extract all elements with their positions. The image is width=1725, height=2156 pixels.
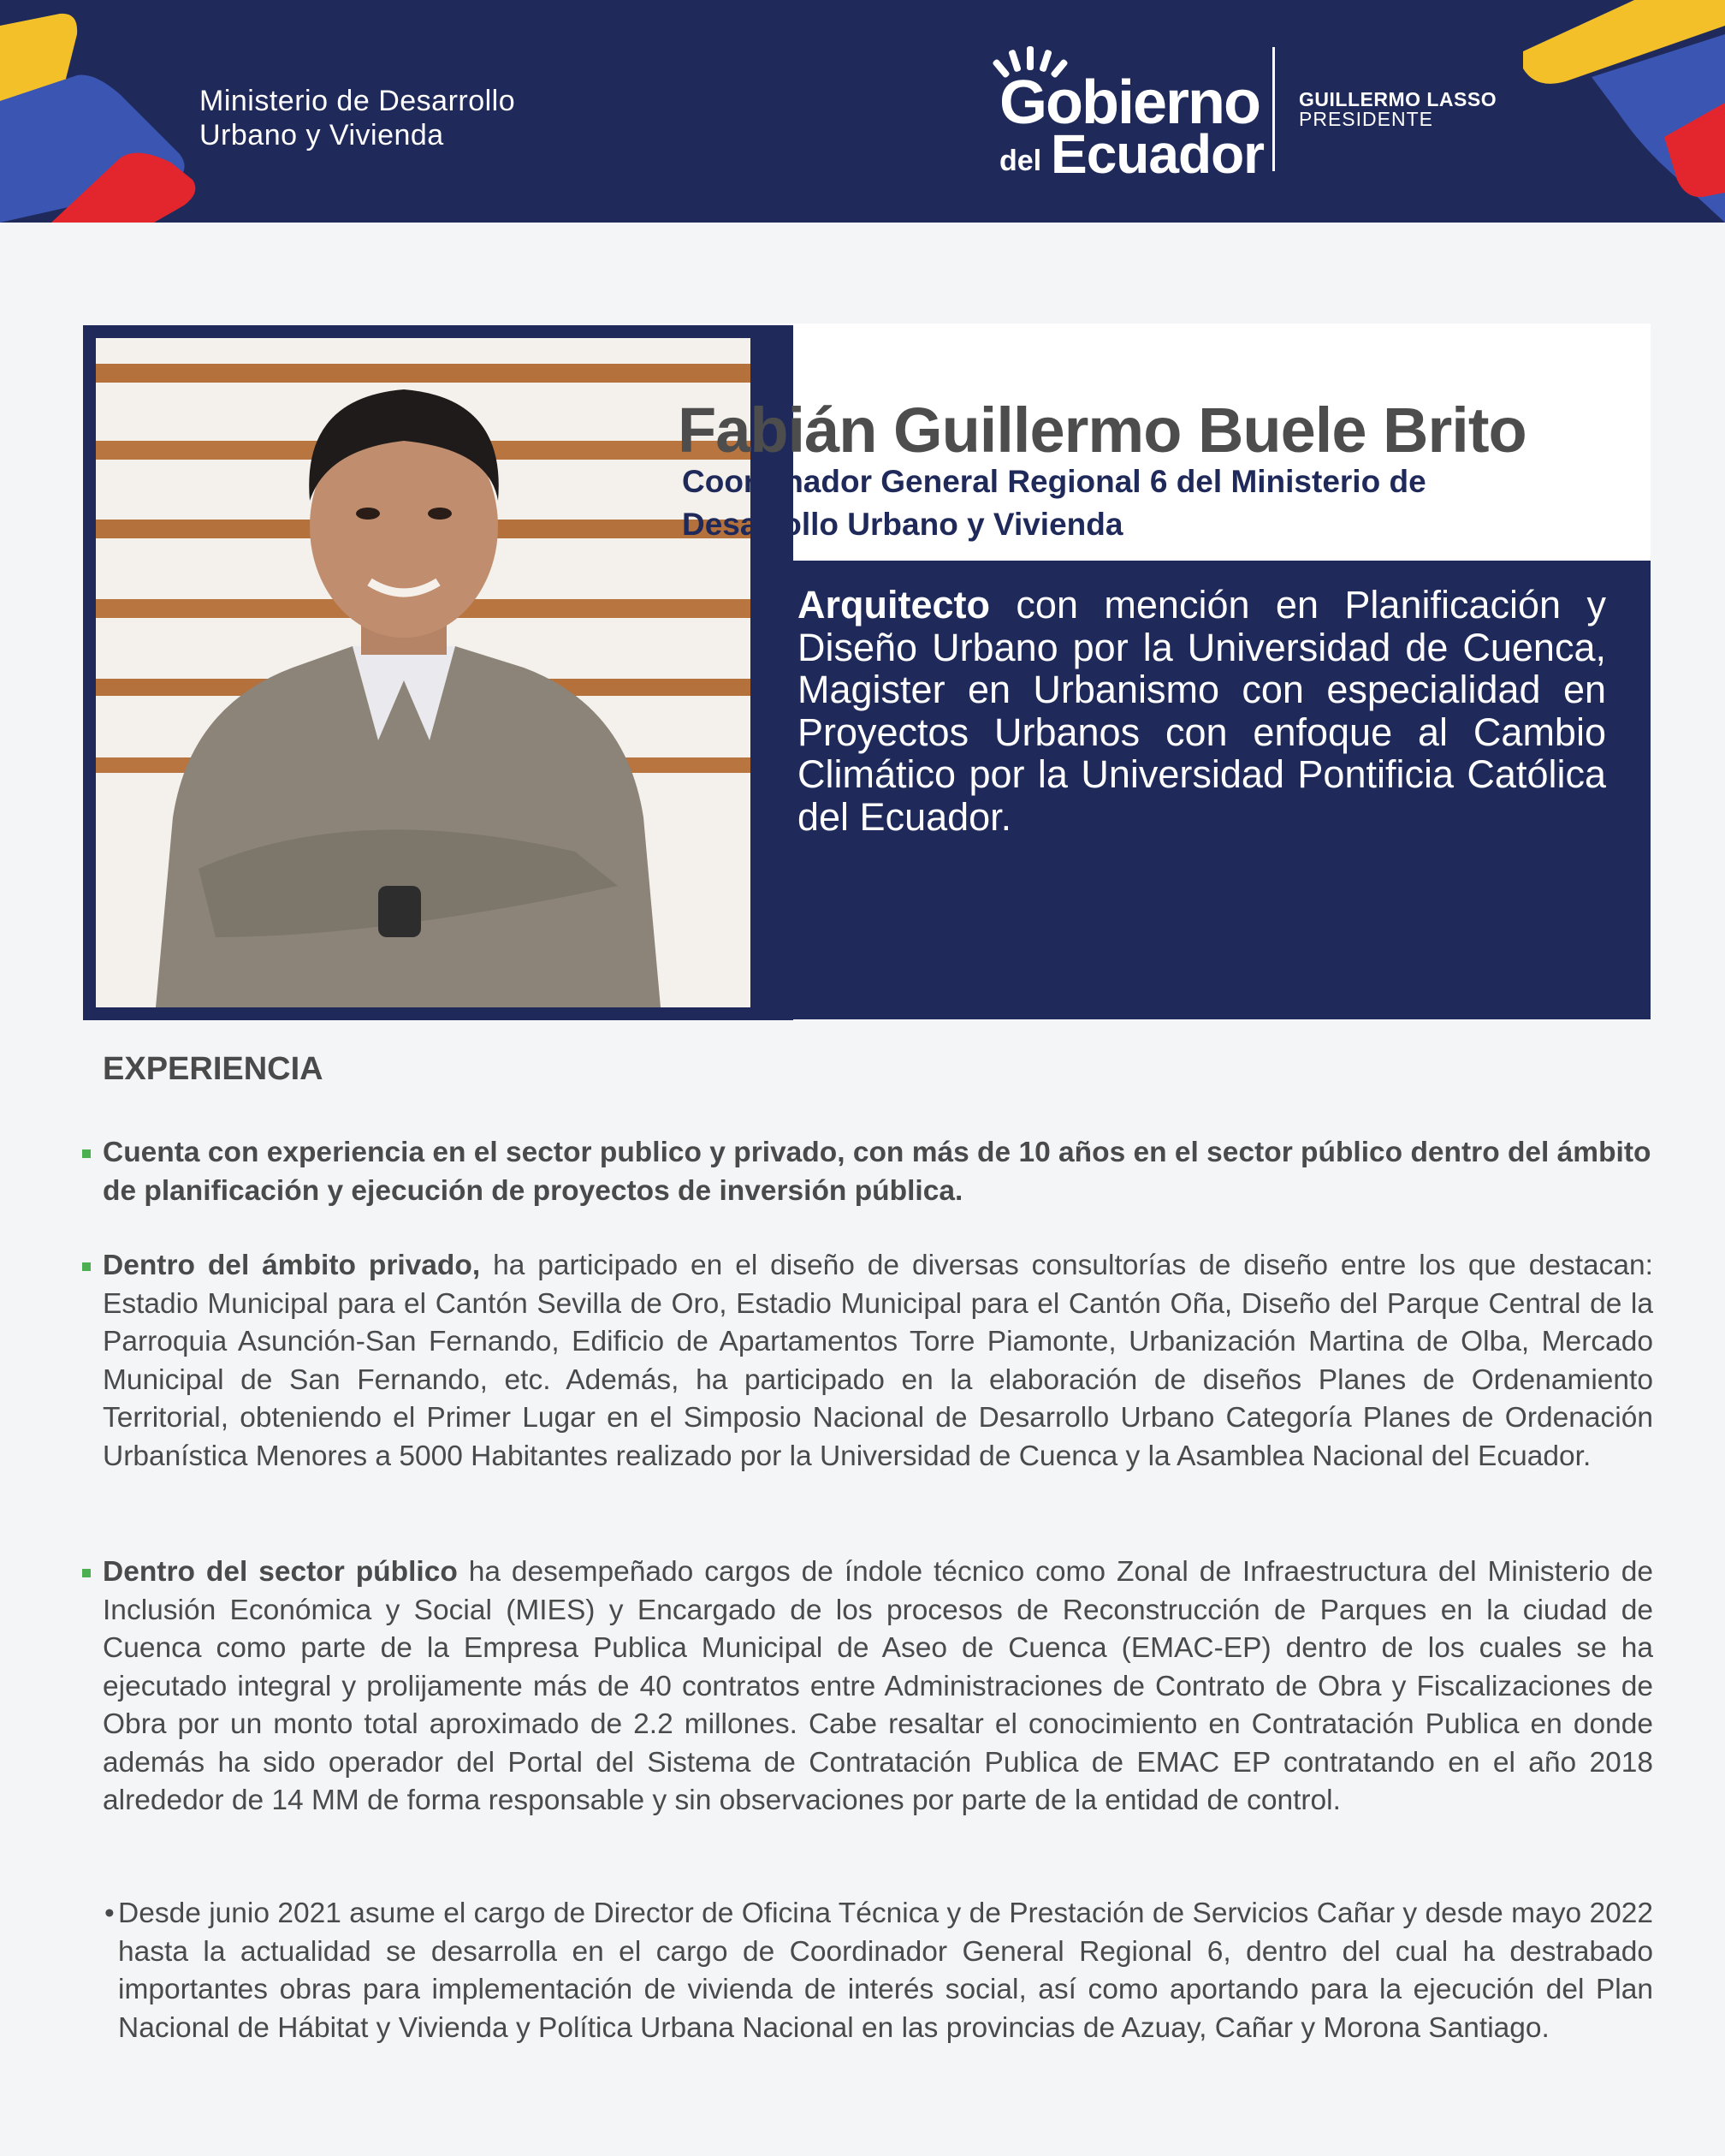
experience-item-2 bbox=[103, 1247, 1653, 1476]
experience-title: EXPERIENCIA bbox=[103, 1051, 323, 1087]
experience-item-1-text: Cuenta con experiencia en el sector publico y privado, con más de 10 años en el sector público dentro del ámbito de planificación y ejecución de proyectos de inversión pública. bbox=[103, 1137, 1651, 1207]
bullet-square-icon bbox=[82, 1569, 91, 1577]
experience-item-4-text: Desde junio 2021 asume el cargo de Director de Oficina Técnica y de Prestación de Servicios Cañar y desde mayo 2022 hasta la actualidad se desarrolla en el cargo de Coordinador General Regional 6, dentro del cual ha destrabado importantes obras para implementación de vivienda de interés social, así como aportando para la ejecución del Plan Nacional de Hábitat y Vivienda y Política Urbana Nacional en las provincias de Azuay, Cañar y Morona Santiago. bbox=[118, 1898, 1653, 2044]
experience-item-3-bold: Dentro del sector público bbox=[103, 1556, 458, 1588]
logo-del: del bbox=[999, 145, 1042, 177]
experience-item-4 bbox=[104, 1895, 1653, 2047]
header-banner bbox=[0, 0, 1725, 223]
logo-ecuador: Ecuador bbox=[1051, 123, 1265, 185]
experience-item-1 bbox=[103, 1134, 1653, 1210]
president-name: GUILLERMO LASSO bbox=[1299, 88, 1497, 110]
summary-text bbox=[797, 584, 1606, 838]
experience-item-2-text: ha participado en el diseño de diversas consultorías de diseño entre los que destacan: Estadio Municipal para el Cantón Sevilla de Oro, Estadio Municipal para el Cantón Oña, Diseño del Parque Central de la Parroquia Asunción-San Fernando, Edificio de Apartamentos Torre Piamonte, Urbanización Martina de Olba, Mercado Municipal de San Fernando, etc. Además, ha participado en la elaboración de diseños Planes de Ordenamiento Territorial, obteniendo el Primer Lugar en el Simposio Nacional de Desarrollo Urbano Categoría Planes de Ordenación Urbanística Menores a 5000 Habitantes realizado por la Universidad de Cuenca y la Asamblea Nacional del Ecuador. bbox=[103, 1250, 1653, 1472]
gobierno-logo bbox=[993, 51, 1265, 185]
summary-rest: con mención en Planificación y Diseño Urbano por la Universidad de Cuenca, Magister en Urbanismo con especialidad en Proyectos Urbanos con enfoque al Cambio Climático por la Universidad Pontificia Católica del Ecuador. bbox=[797, 583, 1606, 839]
logo-gobierno: Gobierno bbox=[999, 68, 1260, 137]
ministry-line-2: Urbano y Vivienda bbox=[199, 119, 444, 151]
person-name: Fabián Guillermo Buele Brito bbox=[678, 395, 1526, 466]
ministry-line-1: Ministerio de Desarrollo bbox=[199, 85, 516, 117]
bullet-dot: • bbox=[104, 1898, 115, 1929]
experience-item-3-text: ha desempeñado cargos de índole técnico como Zonal de Infraestructura del Ministerio de Inclusión Económica y Social (MIES) y Encargado de los procesos de Reconstrucción de Parques en la ciudad de Cuenca como parte de la Empresa Publica Municipal de Aseo de Cuenca (EMAC-EP) dentro de los cuales se ha ejecutado integral y prolijamente más de 40 contratos entre Administraciones de Contrato de Obra y Fiscalizaciones de Obra por un monto total aproximado de 2.2 millones. Cabe resaltar el conocimiento en Contratación Publica en donde además ha sido operador del Portal del Sistema de Contratación Publica de EMAC EP contratando en el año 2018 alrededor de 14 MM de forma responsable y sin observaciones por parte de la entidad de control. bbox=[103, 1556, 1654, 1816]
experience-item-3 bbox=[103, 1553, 1653, 1820]
summary-bold: Arquitecto bbox=[797, 583, 990, 627]
profile-photo bbox=[96, 338, 750, 1007]
president-role: PRESIDENTE bbox=[1299, 108, 1433, 130]
person-role: Coordinador General Regional 6 del Ministerio de Desarrollo Urbano y Vivienda bbox=[682, 464, 1426, 542]
logo-divider bbox=[1272, 47, 1275, 171]
experience-item-2-bold: Dentro del ámbito privado, bbox=[103, 1250, 481, 1281]
ministry-name bbox=[199, 84, 515, 152]
brand-shapes-right bbox=[1515, 0, 1725, 223]
bullet-square-icon bbox=[82, 1149, 91, 1158]
bullet-square-icon bbox=[82, 1262, 91, 1271]
brand-shapes-left bbox=[0, 0, 205, 223]
